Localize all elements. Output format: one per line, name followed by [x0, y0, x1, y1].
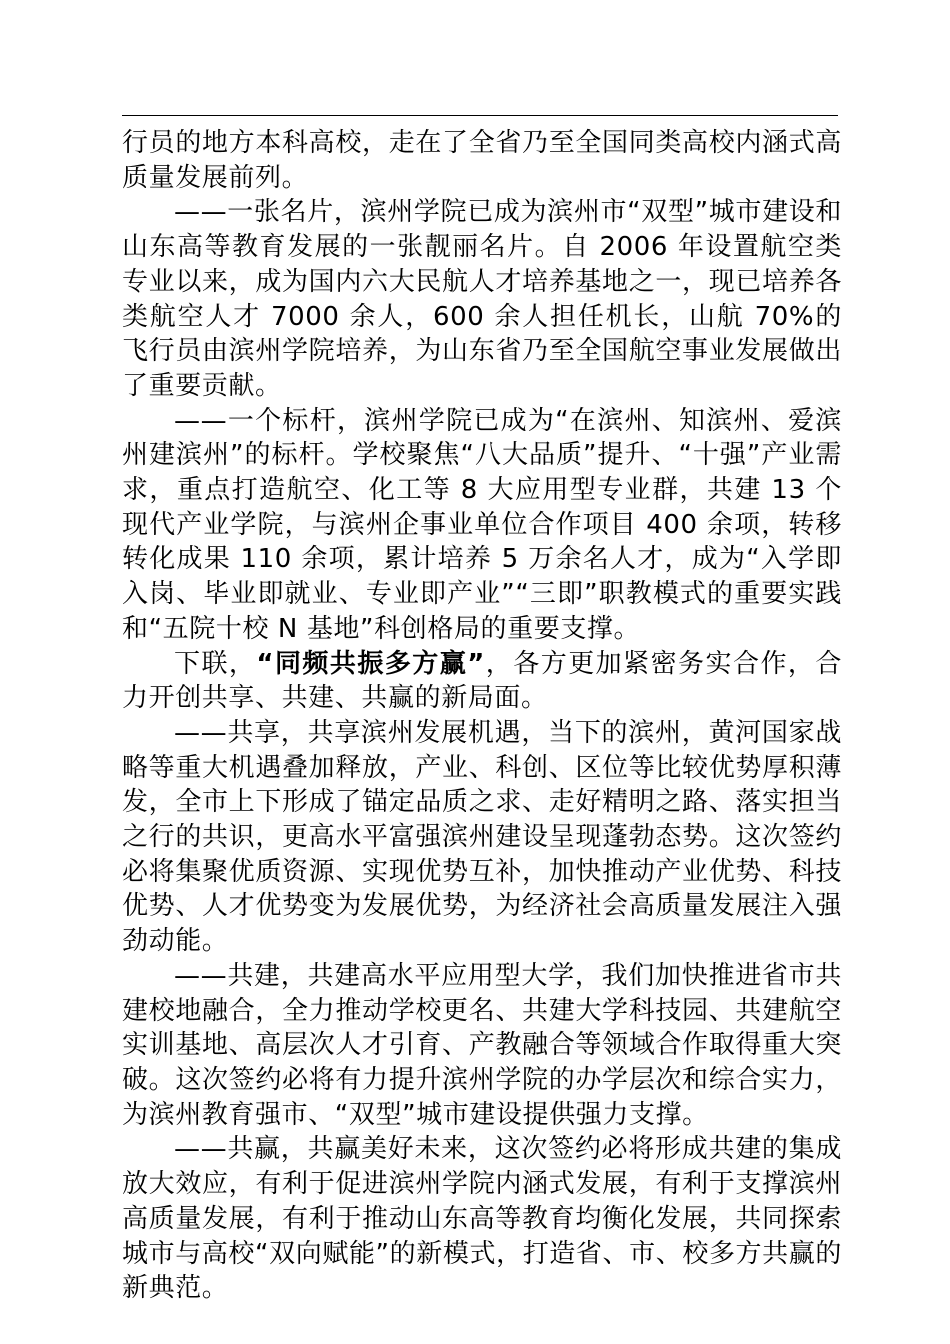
second-couplet-heading: “同频共振多方赢” [256, 648, 485, 679]
paragraph-continuation: 行员的地方本科高校，走在了全省乃至全国同类高校内涵式高质量发展前列。 [122, 128, 842, 193]
second-couplet-lead: 下联， [174, 648, 257, 679]
header-rule [122, 115, 838, 116]
document-body [122, 126, 842, 1306]
paragraph-benchmark: ——一个标杆，滨州学院已成为“在滨州、知滨州、爱滨州建滨州”的标杆。学校聚焦“八大品质”提升、“十强”产业需求，重点打造航空、化工等 8 大应用型专业群，共建 13 个现代产业学院，与滨州企事业单位合作项目 400 余项，转移转化成果 110 余项，累计培养 5 万余名人才，成为“入学即入岗、毕业即就业、专业即产业”“三即”职教模式的重要实践和“五院十校 N 基地”科创格局的重要支撑。 [122, 405, 842, 644]
second-couplet-rest: ，各方更加紧密务实合作，合力开创共享、共建、共赢的新局面。 [122, 648, 842, 714]
paragraph-win-win: ——共赢，共赢美好未来，这次签约必将形成共建的集成放大效应，有利于促进滨州学院内涵式发展，有利于支撑滨州高质量发展，有利于推动山东高等教育均衡化发展，共同探索城市与高校“双向赋能”的新模式，打造省、市、校多方共赢的新典范。 [122, 1134, 842, 1304]
paragraph-sharing: ——共享，共享滨州发展机遇，当下的滨州，黄河国家战略等重大机遇叠加释放，产业、科创、区位等比较优势厚积薄发，全市上下形成了锚定品质之求、走好精明之路、落实担当之行的共识，更高水平富强滨州建设呈现蓬勃态势。这次签约必将集聚优质资源、实现优势互补，加快推动产业优势、科技优势、人才优势变为发展优势，为经济社会高质量发展注入强劲动能。 [122, 717, 842, 957]
paragraph-second-couplet [122, 647, 842, 716]
paragraph-business-card: ——一张名片，滨州学院已成为滨州市“双型”城市建设和山东高等教育发展的一张靓丽名片。自 2006 年设置航空类专业以来，成为国内六大民航人才培养基地之一，现已培养各类航空人才 7000 余人，600 余人担任机长，山航 70%的飞行员由滨州学院培养，为山东省乃至全国航空事业发展做出了重要贡献。 [122, 197, 842, 401]
paragraph-co-building: ——共建，共建高水平应用型大学，我们加快推进省市共建校地融合，全力推动学校更名、共建大学科技园、共建航空实训基地、高层次人才引育、产教融合等领域合作取得重大突破。这次签约必将有力提升滨州学院的办学层次和综合实力，为滨州教育强市、“双型”城市建设提供强力支撑。 [122, 960, 842, 1130]
